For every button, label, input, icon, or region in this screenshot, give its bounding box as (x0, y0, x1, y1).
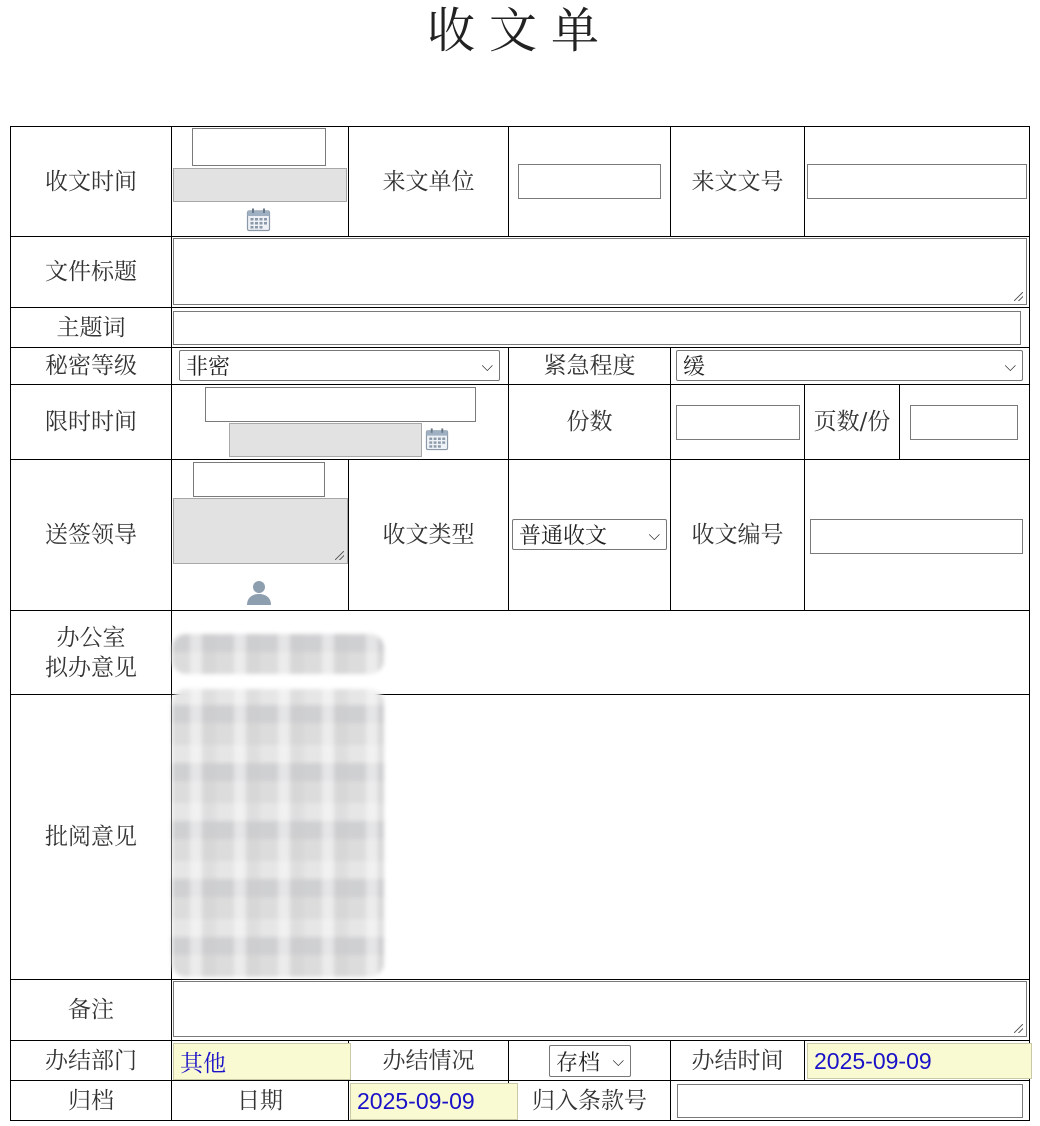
done-time-label: 办结时间 (691, 1047, 784, 1074)
source-unit-label: 来文单位 (382, 168, 475, 195)
deadline-input[interactable] (205, 387, 476, 422)
done-time-input[interactable]: 2025-09-09 (807, 1043, 1032, 1079)
doc-title-label: 文件标题 (45, 259, 137, 285)
grid-line (804, 459, 805, 611)
remarks-label: 备注 (68, 997, 114, 1023)
urgency-selected: 缓 (683, 355, 706, 380)
receive-time-input[interactable] (192, 128, 326, 166)
office-opinion-label-line1: 办公室 (56, 624, 126, 651)
archive-clause-input[interactable] (677, 1084, 1023, 1118)
resize-handle-icon[interactable] (1014, 292, 1023, 301)
copies-label: 份数 (566, 409, 613, 435)
calendar-icon[interactable] (425, 427, 449, 451)
resize-handle-icon[interactable] (335, 551, 344, 560)
grid-line (171, 126, 172, 1121)
calendar-icon[interactable] (246, 207, 271, 232)
secrecy-select[interactable] (179, 350, 500, 381)
grid-line (670, 347, 671, 385)
pages-per-copy-input[interactable] (910, 405, 1018, 440)
receive-type-select[interactable] (512, 519, 667, 550)
done-status-label: 办结情况 (382, 1047, 475, 1074)
done-dept-label: 办结部门 (45, 1047, 137, 1074)
source-unit-input[interactable] (518, 164, 661, 199)
receive-type-label: 收文类型 (382, 522, 475, 548)
doc-title-textarea[interactable] (173, 238, 1027, 305)
office-opinion-label-line2: 拟办意见 (45, 654, 137, 681)
receive-time-display (173, 168, 347, 202)
remarks-textarea[interactable] (173, 981, 1027, 1037)
receive-type-selected: 普通收文 (519, 524, 608, 549)
done-status-select[interactable] (549, 1045, 631, 1077)
receive-time-label: 收文时间 (45, 168, 137, 195)
review-opinion-label: 批阅意见 (45, 824, 137, 850)
grid-line (804, 126, 805, 237)
leader-display (173, 498, 348, 564)
archive-clause-label: 归入条款号 (532, 1087, 647, 1114)
keywords-input[interactable] (173, 311, 1021, 345)
copies-input[interactable] (676, 405, 800, 440)
receive-no-label: 收文编号 (691, 522, 784, 548)
leader-label: 送签领导 (45, 522, 137, 548)
resize-handle-icon[interactable] (1014, 1024, 1023, 1033)
deadline-display (229, 423, 422, 457)
chevron-down-icon: ⌵ (648, 525, 660, 544)
grid-line (670, 384, 671, 460)
grid-line (1029, 126, 1030, 1121)
page-title: 收文单 (426, 3, 613, 59)
review-opinion-redacted-content (172, 689, 384, 977)
archive-label: 归档 (68, 1087, 114, 1114)
chevron-down-icon: ⌵ (1004, 356, 1016, 375)
receive-no-input[interactable] (810, 519, 1023, 554)
urgency-label: 紧急程度 (543, 353, 636, 379)
person-icon[interactable] (245, 578, 273, 606)
archive-date-input[interactable]: 2025-09-09 (350, 1083, 518, 1120)
grid-line (899, 384, 900, 460)
grid-line (10, 1120, 1030, 1121)
source-doc-no-input[interactable] (807, 164, 1027, 199)
pages-per-copy-label: 页数/份 (813, 409, 891, 435)
secrecy-label: 秘密等级 (45, 353, 137, 379)
deadline-label: 限时时间 (45, 409, 137, 435)
office-opinion-redacted-content (172, 634, 384, 674)
leader-input[interactable] (193, 462, 325, 497)
keywords-label: 主题词 (56, 314, 126, 341)
grid-line (508, 459, 509, 611)
secrecy-selected: 非密 (186, 355, 231, 380)
office-opinion-label (11, 611, 171, 694)
source-doc-no-label: 来文文号 (691, 168, 784, 195)
grid-line (508, 126, 509, 237)
grid-line (804, 1040, 805, 1081)
done-status-selected: 存档 (556, 1050, 601, 1076)
archive-date-label: 日期 (237, 1087, 283, 1114)
chevron-down-icon: ⌵ (612, 1052, 624, 1070)
urgency-select[interactable] (676, 350, 1023, 381)
chevron-down-icon: ⌵ (481, 356, 493, 375)
done-dept-input[interactable]: 其他 (173, 1043, 351, 1080)
